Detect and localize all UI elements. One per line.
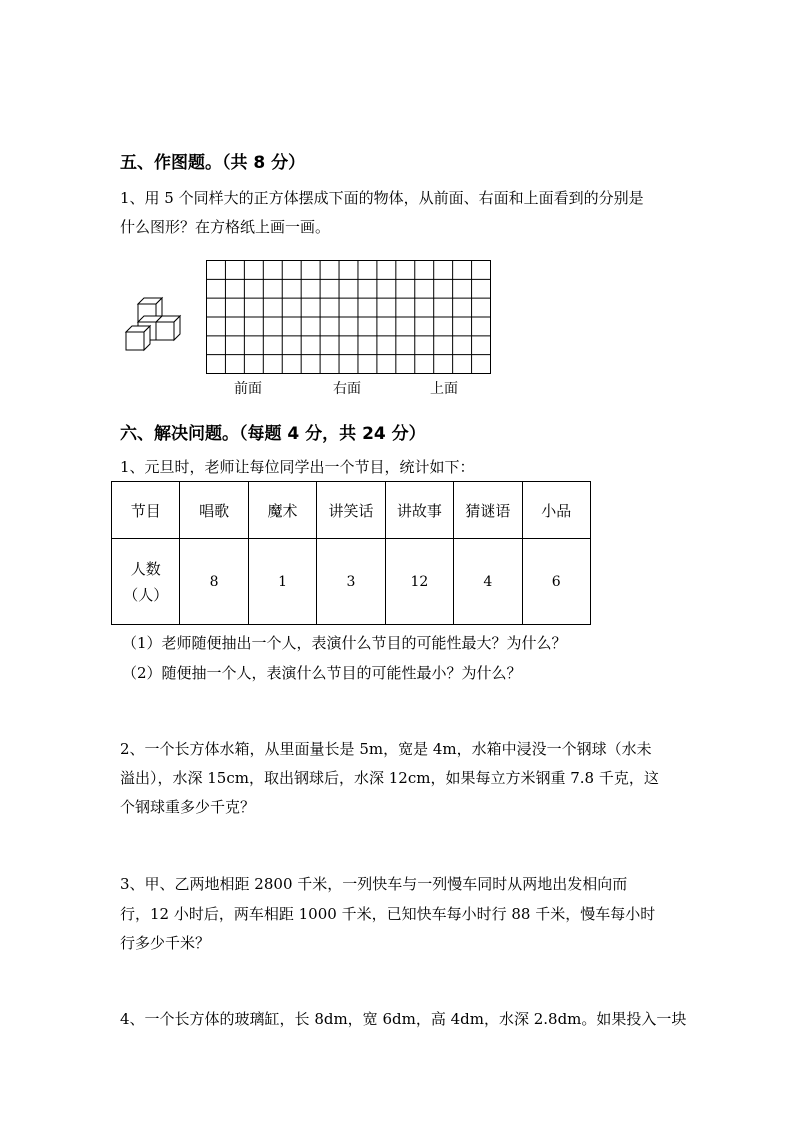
table-header-label: 节目 <box>112 482 180 539</box>
program-cell: 讲故事 <box>385 482 453 539</box>
question-5-1-line-2: 什么图形？在方格纸上画一画。 <box>120 218 331 236</box>
table-row-label <box>112 539 180 625</box>
program-statistics-table <box>111 481 591 625</box>
question-6-4-line-1: 4、一个长方体的玻璃缸，长 8dm，宽 6dm，高 4dm，水深 2.8dm。如果投入一块 <box>120 1010 687 1028</box>
count-cell: 3 <box>317 539 385 625</box>
count-cell: 6 <box>522 539 590 625</box>
program-cell: 小品 <box>522 482 590 539</box>
question-6-3-line-2: 行，12 小时后，两车相距 1000 千米，已知快车每小时行 88 千米，慢车每小时 <box>120 905 656 923</box>
cube-stack-figure <box>118 290 188 354</box>
question-6-1-intro: 1、元旦时，老师让每位同学出一个节目，统计如下： <box>120 458 475 476</box>
row-label-line-2: （人） <box>123 585 169 604</box>
section-5-heading: 五、作图题。（共 8 分） <box>120 153 306 173</box>
question-6-1-sub-1: （1）老师随便抽出一个人，表演什么节目的可能性最大？为什么？ <box>122 634 567 652</box>
program-cell: 讲笑话 <box>317 482 385 539</box>
grid-paper[interactable] <box>206 260 491 374</box>
question-5-1-line-1: 1、用 5 个同样大的正方体摆成下面的物体，从前面、右面和上面看到的分别是 <box>120 189 644 207</box>
question-6-2-line-1: 2、一个长方体水箱，从里面量长是 5m，宽是 4m，水箱中浸没一个钢球（水未 <box>120 740 652 758</box>
cube-right <box>156 316 180 340</box>
program-cell: 唱歌 <box>180 482 248 539</box>
count-cell: 8 <box>180 539 248 625</box>
cube-front <box>126 326 150 350</box>
table-header-row <box>112 482 591 539</box>
program-cell: 魔术 <box>248 482 316 539</box>
section-6-heading: 六、解决问题。（每题 4 分，共 24 分） <box>120 424 426 444</box>
question-6-3-line-1: 3、甲、乙两地相距 2800 千米，一列快车与一列慢车同时从两地出发相向而 <box>120 875 628 893</box>
question-6-2-line-3: 个钢球重多少千克？ <box>120 798 256 816</box>
question-6-2-line-2: 溢出），水深 15cm，取出钢球后，水深 12cm，如果每立方米钢重 7.8 千克，这 <box>120 769 659 787</box>
count-cell: 4 <box>454 539 522 625</box>
count-cell: 12 <box>385 539 453 625</box>
table-count-row <box>112 539 591 625</box>
program-cell: 猜谜语 <box>454 482 522 539</box>
count-cell: 1 <box>248 539 316 625</box>
question-6-3-line-3: 行多少千米？ <box>120 934 211 952</box>
grid-label-front: 前面 <box>234 381 262 397</box>
row-label-line-1: 人数 <box>130 559 161 578</box>
question-6-1-sub-2: （2）随便抽一个人，表演什么节目的可能性最小？为什么？ <box>122 664 522 682</box>
grid-label-top: 上面 <box>430 381 458 397</box>
grid-label-right: 右面 <box>333 381 361 397</box>
